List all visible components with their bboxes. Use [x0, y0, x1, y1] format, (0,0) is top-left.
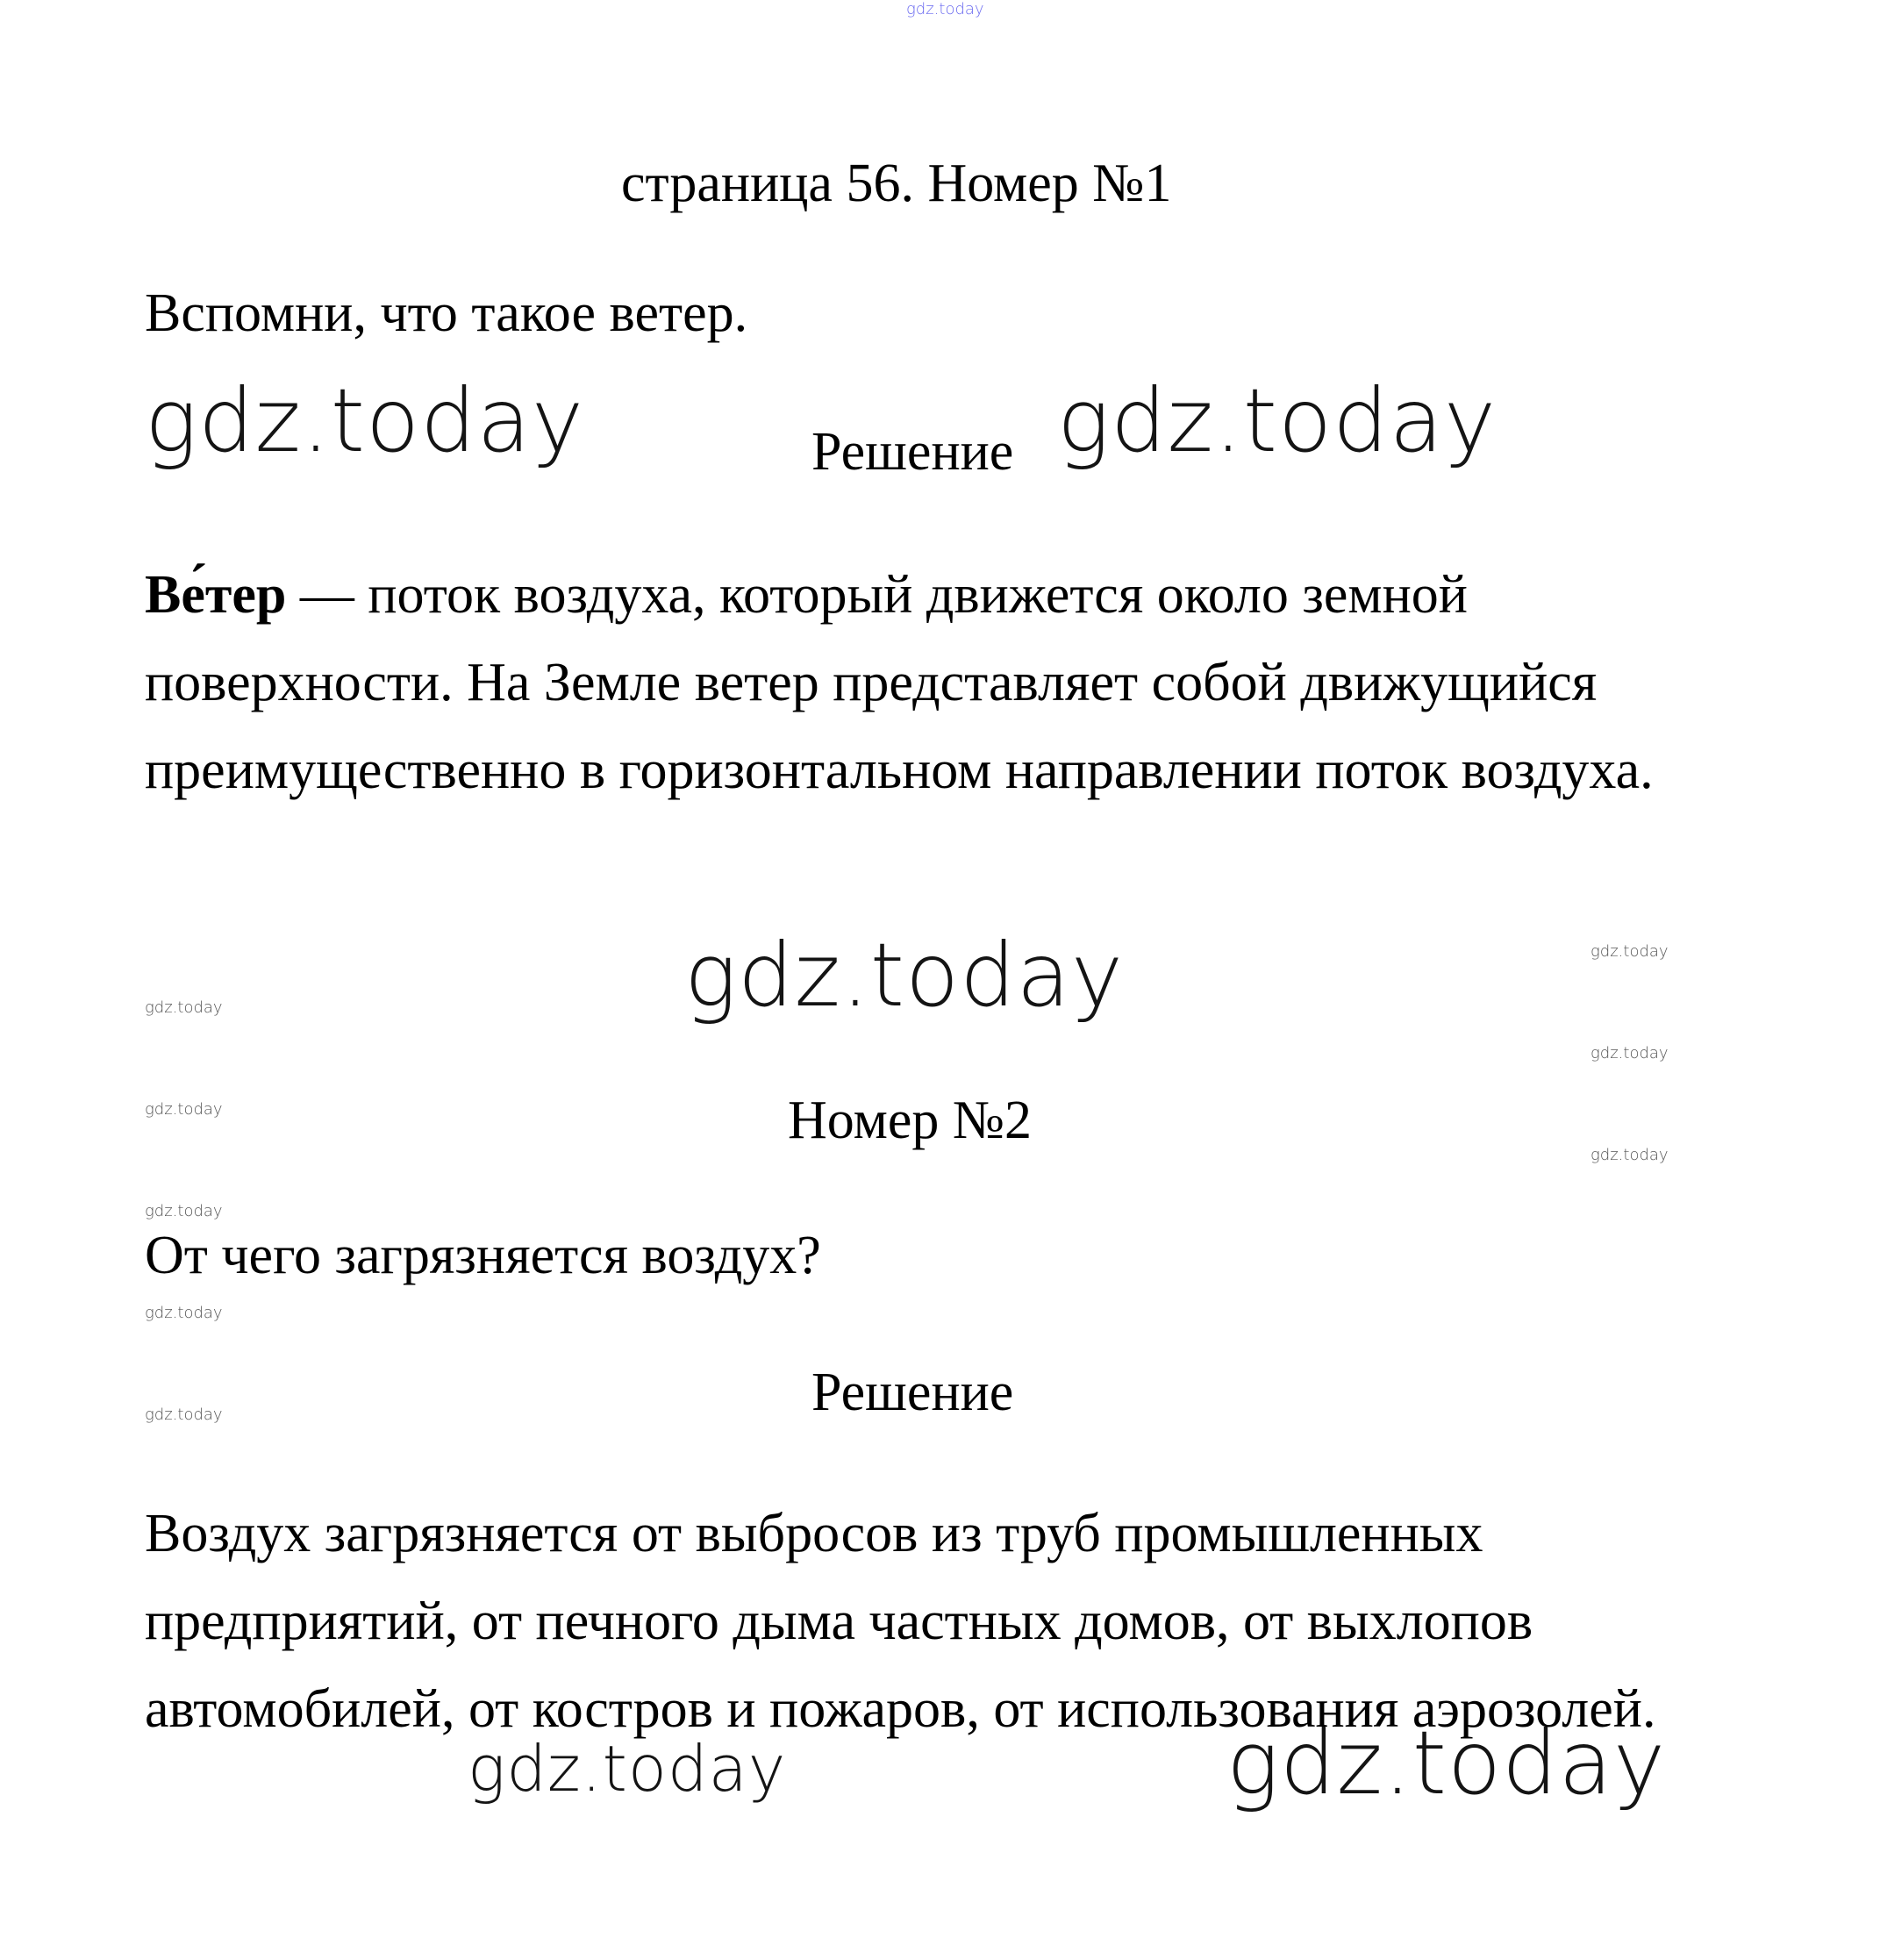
- task1-answer: [145, 551, 1724, 814]
- task1-question: Вспомни, что такое ветер.: [145, 283, 748, 343]
- watermark-small: gdz.today: [145, 1304, 223, 1322]
- watermark-small: gdz.today: [145, 1406, 223, 1424]
- watermark-small: gdz.today: [1590, 1146, 1669, 1164]
- task1-solution-label: Решение: [811, 422, 1014, 482]
- watermark-large: gdz.today: [1057, 369, 1498, 472]
- watermark-small: gdz.today: [145, 1202, 223, 1220]
- task2-heading: Номер №2: [788, 1091, 1033, 1150]
- task2-question: От чего загрязняется воздух?: [145, 1226, 821, 1285]
- task2-solution-label: Решение: [811, 1363, 1014, 1422]
- watermark-small: gdz.today: [1590, 1044, 1669, 1062]
- watermark-small: gdz.today: [145, 1100, 223, 1119]
- watermark-small: gdz.today: [1590, 942, 1669, 961]
- task1-heading: страница 56. Номер №1: [621, 154, 1172, 213]
- answer-term: Ве́тер: [145, 565, 287, 625]
- watermark-small: gdz.today: [145, 998, 223, 1017]
- answer-text: — поток воздуха, который движется около земной поверхности. На Земле ветер представляет собой движущийся преимущественно в горизонтальном направлении поток воздуха.: [145, 565, 1654, 800]
- task2-answer: Воздух загрязняется от выбросов из труб промышленных предприятий, от печного дыма частных домов, от выхлопов автомобилей, от костров и пожаров, от использования аэрозолей.: [145, 1504, 1656, 1739]
- watermark-large: gdz.today: [145, 369, 585, 472]
- watermark-large: gdz.today: [1226, 1712, 1667, 1814]
- watermark-top: gdz.today: [906, 0, 984, 18]
- watermark-medium: gdz.today: [468, 1732, 787, 1806]
- watermark-large: gdz.today: [684, 924, 1125, 1026]
